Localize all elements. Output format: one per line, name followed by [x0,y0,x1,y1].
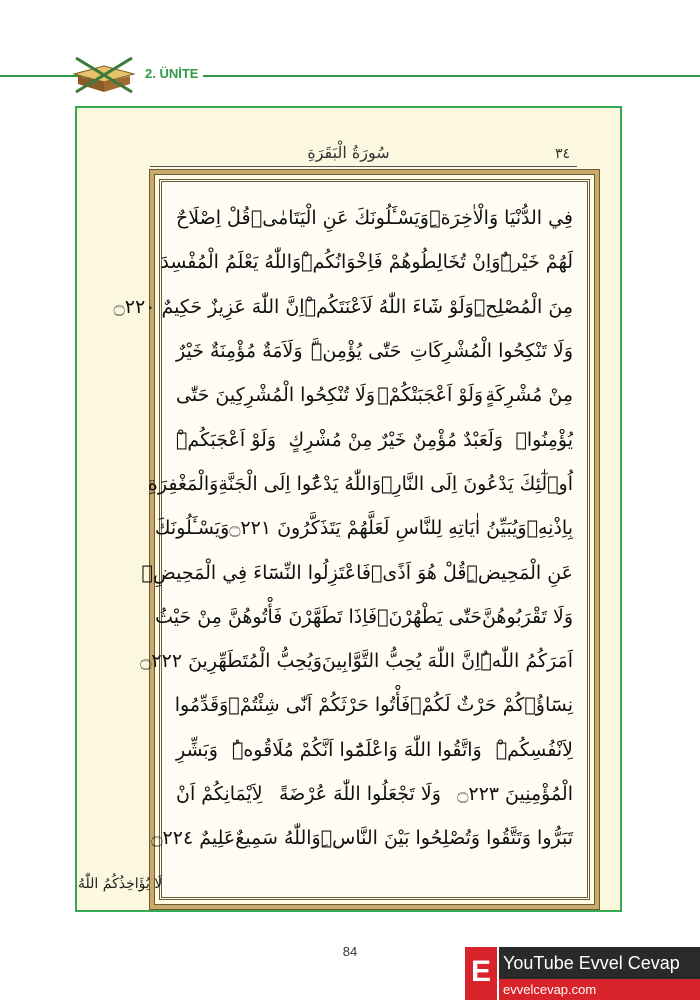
verse-line [147,462,573,506]
verse-segment: وَلَوْ شَٓاءَ اللّٰهُ لَاَعْنَتَكُمْۜ [304,295,474,318]
verse-segment: عَنِ الْمَحِيضِۜ [466,561,573,584]
verse-line [176,683,573,727]
verse-segment: اَمَرَكُمُ اللّٰهُۜ [480,650,573,673]
verse-segment: وَلَاَمَةٌ مُؤْمِنَةٌ خَيْرٌ [176,340,303,363]
catchword: لَا يُؤَاخِذُكُمُ اللّٰهُ [78,876,163,892]
verse-segment: قُلْ هُوَ اَذًىۙ [371,561,467,584]
verse-segment: مِنْ مُشْرِكَةٍ [485,384,573,407]
verse-segment: فَأْتُوا حَرْثَكُمْ اَنّٰى شِئْتُمْۘ [228,694,411,717]
verse-segment: فَاعْتَزِلُوا النِّسَٓاءَ فِي الْمَحِيضِۙ [141,561,372,584]
verse-segment: وَلَعَبْدٌ مُؤْمِنٌ خَيْرٌ مِنْ مُشْرِكٍ [288,428,503,451]
verse-segment: وَاللّٰهُ يَعْلَمُ الْمُفْسِدَ [160,251,302,274]
verse-line [155,595,573,639]
verse-segment: نِسَٓاؤُ۬كُمْ حَرْثٌ لَكُمْۖ [410,694,573,717]
verse-line [113,285,573,329]
verse-segment: وَقَدِّمُوا [174,694,229,717]
verse-segment: وَاللّٰهُ سَمِيعٌ [235,827,321,850]
verse-segment: وَيَسْـَٔلُونَكَ عَنِ الْيَتَامٰىۜ [250,207,429,230]
verse-line [160,240,573,284]
verse-segment: اِنَّ اللّٰهَ عَزِيزٌ حَكِيمٌ ۝٢٢٠ [113,295,305,318]
verse-line [176,728,573,772]
verse-segment: وَاِنْ تُخَالِطُوهُمْ فَاِخْوَانُكُمْۜ [301,251,501,274]
verse-segment: وَلَا تَقْرَبُوهُنَّ [481,605,573,628]
verse-segment: لِاَنْفُسِكُمْۜ [495,738,573,761]
verse-line [176,417,573,461]
verses-block [113,196,573,883]
verse-segment: وَاللّٰهُ يَدْعُٓوا اِلَى الْجَنَّةِ [218,472,382,495]
surah-title: سُورَةُ الْبَقَرَةِ [307,143,390,162]
verse-segment: وَلَا تُنْكِحُوا الْمُشْرِكِينَ حَتّٰى [176,384,376,407]
verse-segment: وَيُبَيِّنُ اٰيَاتِهِ لِلنَّاسِ لَعَلَّهُمْ يَتَذَكَّرُونَ ۝٢٢١ [229,517,527,540]
mushaf-page-number: ٣٤ [554,146,570,162]
verse-segment: حَتّٰى يَطْهُرْنَۚ [377,605,482,628]
watermark [465,947,700,1000]
verse-segment: فَاِذَا تَطَهَّرْنَ فَأْتُوهُنَّ مِنْ حَيْثُ [155,605,378,628]
verse-segment: مِنَ الْمُصْلِحِۜ [473,295,573,318]
verse-segment: فِي الدُّنْيَا وَالْاٰخِرَةِۜ [429,207,573,230]
header-rule-right [203,75,700,77]
verse-segment: وَالْمَغْفِرَةِ [147,472,219,495]
verse-line [141,550,573,594]
open-book-icon [70,52,138,96]
unit-label: 2. ÜNİTE [145,66,199,81]
verse-segment: وَلَا تَجْعَلُوا اللّٰهَ عُرْضَةً [278,783,441,805]
verse-line [176,373,573,417]
title-rule [150,166,577,167]
verse-segment: وَلَا تَنْكِحُوا الْمُشْرِكَاتِ [409,340,573,363]
verse-segment: وَبَشِّرِ [176,738,218,761]
verse-line [176,196,573,240]
verse-segment: اُو۬لٰٓئِكَ يَدْعُونَ اِلَى النَّارِۚ [381,472,573,495]
verse-line [151,816,573,860]
verse-segment: وَاتَّقُوا اللّٰهَ وَاعْلَمُٓوا اَنَّكُمْ مُلَاقُوهُۜ [231,738,482,761]
verse-line [176,772,573,816]
verse-segment: وَيُحِبُّ الْمُتَطَهِّرِينَ ۝٢٢٢ [140,650,322,673]
verse-segment: الْمُؤْمِنِينَ ۝٢٢٣ [457,783,573,805]
verse-segment: لِاَيْمَانِكُمْ اَنْ [176,783,263,805]
verse-segment: وَلَوْ اَعْجَبَكُمْۜ [176,428,276,451]
book-page-number: 84 [342,944,358,959]
verse-line [176,329,573,373]
watermark-channel-text: YouTube Evvel Cevap [499,947,700,979]
verse-segment: قُلْ اِصْلَاحٌ [176,207,251,230]
verse-segment: عَلِيمٌ ۝٢٢٤ [151,827,236,850]
watermark-logo: E [465,947,497,1000]
verse-segment: تَبَرُّوا وَتَتَّقُوا وَتُصْلِحُوا بَيْنَ النَّاسِۜ [320,827,573,850]
watermark-url-text: evvelcevap.com [499,979,700,1000]
verse-segment: وَلَوْ اَعْجَبَتْكُمْۚ [377,384,484,407]
verse-segment: حَتّٰى يُؤْمِنَّۜ [310,340,402,363]
verse-segment: وَيَسْـَٔلُونَكَ [154,517,230,540]
verse-segment: بِاِذْنِهِۚ [526,517,573,540]
verse-line [140,639,573,683]
mushaf-page [75,106,622,912]
verse-segment: اِنَّ اللّٰهَ يُحِبُّ التَّوَّابِينَ [321,650,481,673]
verse-line [154,506,573,550]
verse-segment: لَهُمْ خَيْرٌۜ [500,251,573,274]
verse-segment: يُؤْمِنُواۜ [515,428,573,451]
